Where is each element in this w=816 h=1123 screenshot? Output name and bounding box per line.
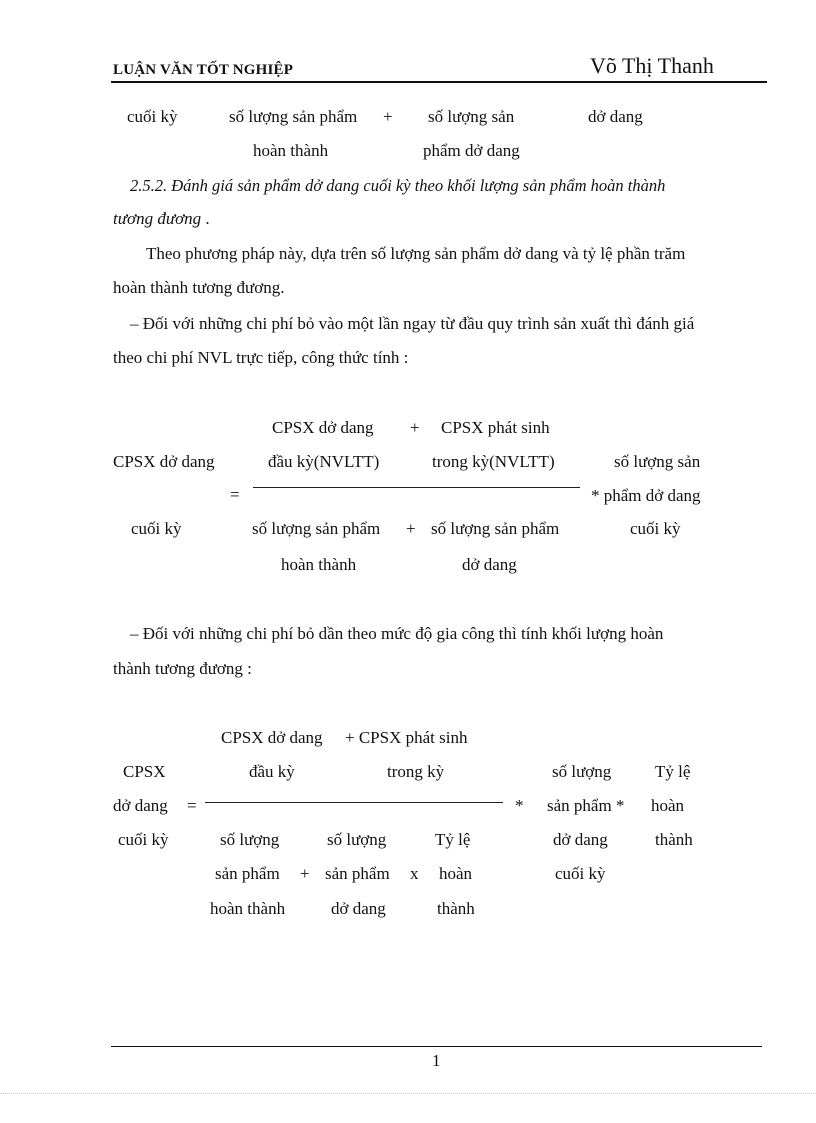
f1-rhs-c: cuối kỳ <box>630 519 681 538</box>
carryover-col1: cuối kỳ <box>127 107 178 126</box>
f2-denominator-a1: số lượng <box>220 830 280 849</box>
para1-line2: hoàn thành tương đương. <box>113 278 285 297</box>
footer-divider <box>111 1046 762 1047</box>
f2-rhs-a1: số lượng <box>552 762 612 781</box>
carryover-col2a: số lượng sản phẩm <box>229 107 358 126</box>
f2-numerator-b: + CPSX phát sinh <box>345 728 468 747</box>
f2-rhs-a4: cuối kỳ <box>555 864 606 883</box>
f1-equals: = <box>230 485 240 504</box>
f1-denominator-a2: hoàn thành <box>281 555 357 574</box>
f1-rhs-b: * phẩm dở dang <box>591 486 701 505</box>
section-heading-line2: tương đương <box>113 209 202 228</box>
section-heading-cont <box>113 209 210 229</box>
f2-rhs-b1: Tỷ lệ <box>655 762 691 781</box>
f2-denominator-b3: dở dang <box>331 899 386 918</box>
f2-fraction-bar <box>205 802 503 803</box>
f1-lhs-b: cuối kỳ <box>131 519 182 538</box>
f1-lhs-a: CPSX dở dang <box>113 452 215 471</box>
f2-lhs-c: cuối kỳ <box>118 830 169 849</box>
f2-denominator-b1: số lượng <box>327 830 387 849</box>
f2-numerator-a2: đầu kỳ <box>249 762 295 781</box>
f2-rhs-a2: sản phẩm * <box>547 796 625 815</box>
f2-equals: = <box>187 796 197 815</box>
page-break-line <box>0 1093 816 1094</box>
f2-lhs-a: CPSX <box>123 762 166 781</box>
f1-rhs-a: số lượng sản <box>614 452 701 471</box>
f2-denominator-x: x <box>410 864 419 883</box>
f2-denominator-c3: thành <box>437 899 475 918</box>
f2-star: * <box>515 796 524 815</box>
f2-denominator-c1: Tỷ lệ <box>435 830 471 849</box>
f2-rhs-a3: dở dang <box>553 830 608 849</box>
para3-line2: thành tương đương : <box>113 659 252 678</box>
f1-numerator-a2: đầu kỳ(NVLTT) <box>268 452 380 471</box>
author-name: Võ Thị Thanh <box>590 53 714 78</box>
f2-denominator-a3: hoàn thành <box>210 899 286 918</box>
header-divider <box>111 81 767 83</box>
f2-denominator-plus: + <box>300 864 310 883</box>
section-heading: 2.5.2. Đánh giá sản phẩm dở dang cuối kỳ theo khối lượng sản phẩm hoàn thành <box>130 176 666 195</box>
carryover-col3b: phẩm dở dang <box>423 141 520 160</box>
para3-line1: – Đối với những chi phí bỏ dần theo mức độ gia công thì tính khối lượng hoàn <box>130 624 664 643</box>
f2-denominator-a2: sản phẩm <box>215 864 280 883</box>
carryover-col3a: số lượng sản <box>428 107 515 126</box>
f1-fraction-bar <box>253 487 580 488</box>
f1-denominator-b2: dở dang <box>462 555 517 574</box>
f2-denominator-c2: hoàn <box>439 864 473 883</box>
f1-denominator-plus: + <box>406 519 416 538</box>
carryover-col2b: hoàn thành <box>253 141 329 160</box>
para1-line1: Theo phương pháp này, dựa trên số lượng sản phẩm dở dang và tỷ lệ phần trăm <box>146 244 686 263</box>
f1-numerator-a: CPSX dở dang <box>272 418 374 437</box>
f1-denominator-b: số lượng sản phẩm <box>431 519 560 538</box>
f2-rhs-b2: hoàn <box>651 796 685 815</box>
f2-rhs-b3: thành <box>655 830 693 849</box>
f2-denominator-b2: sản phẩm <box>325 864 390 883</box>
para2-line1: – Đối với những chi phí bỏ vào một lần ngay từ đầu quy trình sản xuất thì đánh giá <box>130 314 695 333</box>
carryover-col4: dở dang <box>588 107 643 126</box>
f1-denominator-a: số lượng sản phẩm <box>252 519 381 538</box>
para2-line2: theo chi phí NVL trực tiếp, công thức tính : <box>113 348 409 367</box>
f1-numerator-plus: + <box>410 418 420 437</box>
f1-numerator-b2: trong kỳ(NVLTT) <box>432 452 555 471</box>
f2-numerator-a: CPSX dở dang <box>221 728 323 747</box>
section-heading-end: . <box>205 209 210 228</box>
f1-numerator-b: CPSX phát sinh <box>441 418 550 437</box>
f2-numerator-b2: trong kỳ <box>387 762 445 781</box>
page-number: 1 <box>432 1051 441 1070</box>
document-title: LUẬN VĂN TỐT NGHIỆP <box>113 62 294 78</box>
f2-lhs-b: dở dang <box>113 796 168 815</box>
carryover-plus: + <box>383 107 393 126</box>
